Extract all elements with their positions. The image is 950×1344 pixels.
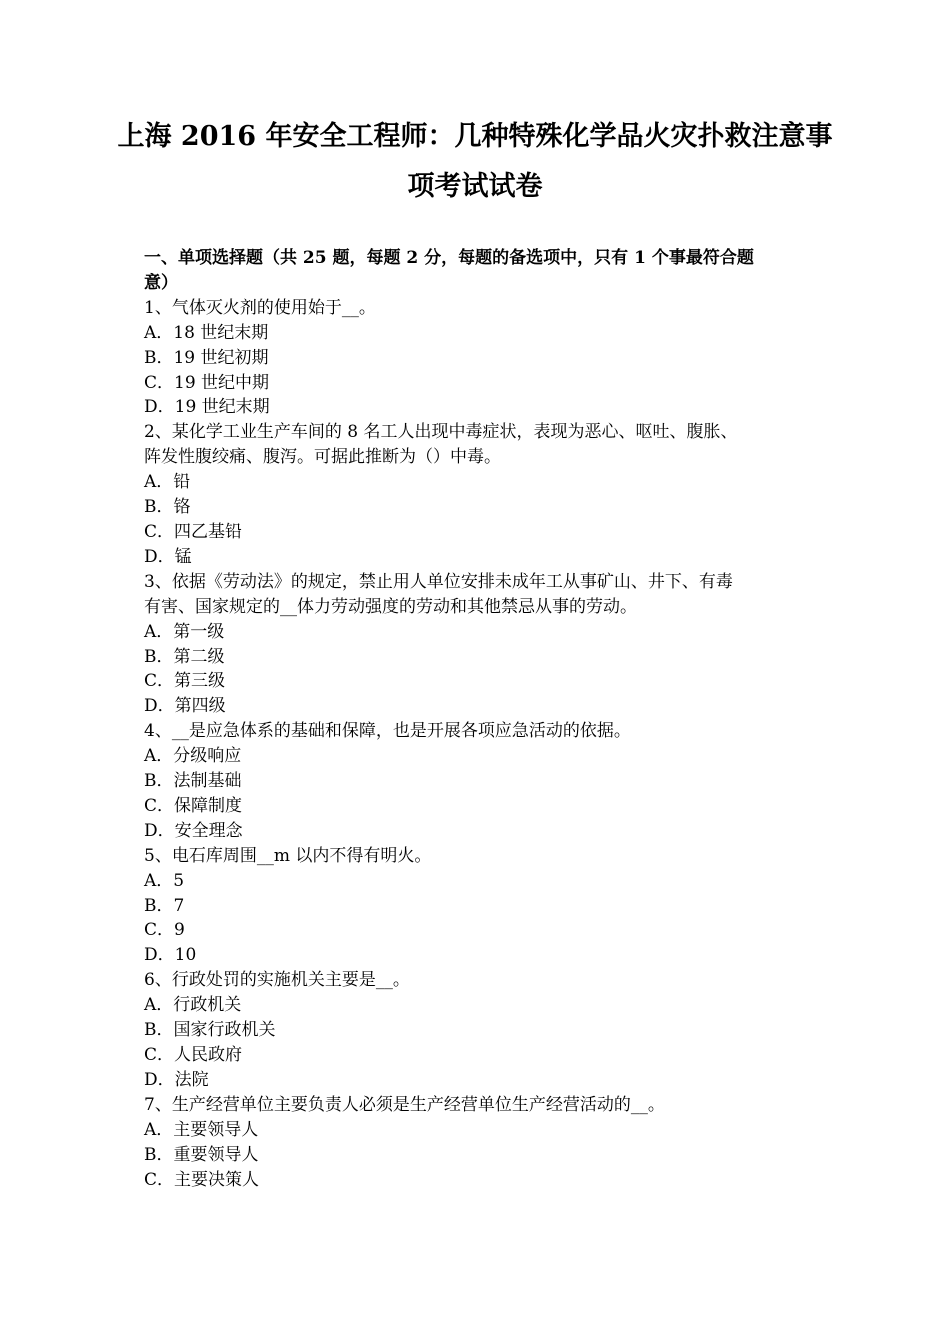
- question-item: [144, 296, 812, 421]
- answer-option: A．5: [144, 870, 185, 891]
- answer-option: A．分级响应: [144, 746, 242, 767]
- answer-option: C．9: [144, 920, 185, 941]
- answer-option: D．19 世纪末期: [144, 397, 270, 418]
- answer-option: A．主要领导人: [144, 1119, 259, 1140]
- answer-option: A．18 世纪末期: [144, 322, 269, 343]
- answer-option: B．铬: [144, 497, 191, 518]
- answer-option: B．19 世纪初期: [144, 347, 269, 368]
- title-line-2: 项考试试卷: [407, 171, 543, 202]
- answer-option: A．第一级: [144, 621, 225, 642]
- question-stem: 1、气体灭火剂的使用始于__。: [144, 297, 376, 318]
- exam-content: [144, 246, 812, 1192]
- answer-option: D．法院: [144, 1069, 209, 1090]
- answer-option: B．7: [144, 895, 185, 916]
- answer-option: D．第四级: [144, 696, 226, 717]
- section-heading: [144, 246, 812, 296]
- answer-option: C．19 世纪中期: [144, 372, 270, 393]
- answer-option: D．锰: [144, 546, 192, 567]
- answer-option: B．国家行政机关: [144, 1020, 276, 1041]
- answer-option: C．第三级: [144, 671, 226, 692]
- answer-option: C．四乙基铅: [144, 521, 243, 542]
- question-item: [144, 968, 812, 1093]
- answer-option: B．重要领导人: [144, 1144, 259, 1165]
- answer-option: C．主要决策人: [144, 1169, 260, 1190]
- question-item: [144, 1093, 812, 1193]
- question-item: [144, 719, 812, 844]
- question-stem: 4、__是应急体系的基础和保障，也是开展各项应急活动的依据。: [144, 721, 631, 742]
- answer-option: A．行政机关: [144, 995, 242, 1016]
- answer-option: B．第二级: [144, 646, 225, 667]
- question-list: [144, 296, 812, 1193]
- question-stem: 7、生产经营单位主要负责人必须是生产经营单位生产经营活动的__。: [144, 1094, 665, 1115]
- question-stem: 阵发性腹绞痛、腹泻。可据此推断为（）中毒。: [144, 447, 501, 468]
- section-heading-line-2: 意）: [144, 272, 178, 293]
- question-stem: 3、依据《劳动法》的规定，禁止用人单位安排未成年工从事矿山、井下、有毒: [144, 571, 733, 592]
- title-line-1: 上海 2016 年安全工程师：几种特殊化学品火灾扑救注意事: [117, 121, 833, 152]
- answer-option: B．法制基础: [144, 771, 242, 792]
- section-heading-line-1: 一、单项选择题（共 25 题，每题 2 分，每题的备选项中，只有 1 个事最符合题: [144, 248, 754, 268]
- question-item: [144, 570, 812, 719]
- question-stem: 6、行政处罚的实施机关主要是__。: [144, 970, 410, 991]
- question-stem: 有害、国家规定的__体力劳动强度的劳动和其他禁忌从事的劳动。: [144, 596, 637, 617]
- answer-option: C．保障制度: [144, 795, 243, 816]
- answer-option: A．铅: [144, 472, 191, 493]
- question-stem: 2、某化学工业生产车间的 8 名工人出现中毒症状，表现为恶心、呕吐、腹胀、: [144, 422, 738, 443]
- answer-option: D．安全理念: [144, 820, 243, 841]
- document-title: [100, 112, 850, 212]
- question-item: [144, 420, 812, 569]
- question-stem: 5、电石库周围__m 以内不得有明火。: [144, 845, 432, 866]
- answer-option: C．人民政府: [144, 1045, 243, 1065]
- answer-option: D．10: [144, 945, 197, 966]
- question-item: [144, 844, 812, 969]
